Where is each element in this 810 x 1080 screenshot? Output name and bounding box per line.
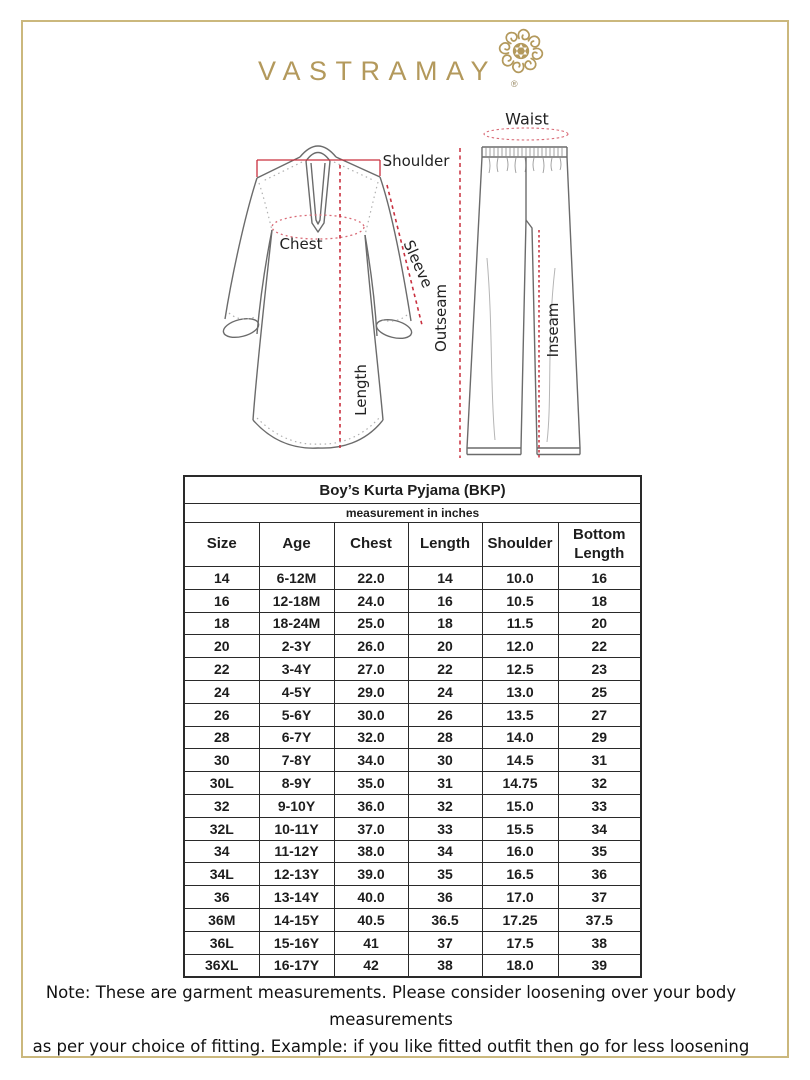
shoulder-label: Shoulder xyxy=(382,152,450,170)
table-cell: 14.5 xyxy=(482,749,558,772)
table-row xyxy=(184,817,641,840)
table-cell: 13.0 xyxy=(482,680,558,703)
table-cell: 22 xyxy=(184,658,259,681)
table-cell: 37 xyxy=(408,931,482,954)
length-label: Length xyxy=(352,364,370,416)
table-cell: 35.0 xyxy=(334,772,408,795)
table-cell: 40.0 xyxy=(334,886,408,909)
table-row xyxy=(184,703,641,726)
mandala-ornament-icon xyxy=(496,25,546,77)
column-header-age: Age xyxy=(259,523,334,567)
table-cell: 13-14Y xyxy=(259,886,334,909)
table-cell: 37.0 xyxy=(334,817,408,840)
table-cell: 25 xyxy=(558,680,641,703)
table-cell: 23 xyxy=(558,658,641,681)
table-cell: 36.0 xyxy=(334,794,408,817)
table-cell: 18.0 xyxy=(482,954,558,977)
column-header-size: Size xyxy=(184,523,259,567)
table-cell: 17.25 xyxy=(482,908,558,931)
table-cell: 39.0 xyxy=(334,863,408,886)
table-cell: 31 xyxy=(558,749,641,772)
table-cell: 12-18M xyxy=(259,589,334,612)
table-row xyxy=(184,680,641,703)
table-cell: 36 xyxy=(558,863,641,886)
table-cell: 41 xyxy=(334,931,408,954)
table-cell: 5-6Y xyxy=(259,703,334,726)
table-cell: 27.0 xyxy=(334,658,408,681)
table-cell: 9-10Y xyxy=(259,794,334,817)
waist-label: Waist xyxy=(505,109,549,129)
table-cell: 17.0 xyxy=(482,886,558,909)
table-row xyxy=(184,863,641,886)
table-cell: 7-8Y xyxy=(259,749,334,772)
table-cell: 14.0 xyxy=(482,726,558,749)
table-cell: 36XL xyxy=(184,954,259,977)
table-cell: 8-9Y xyxy=(259,772,334,795)
table-cell: 35 xyxy=(408,863,482,886)
table-title: Boy’s Kurta Pyjama (BKP) xyxy=(184,476,641,504)
table-cell: 35 xyxy=(558,840,641,863)
table-cell: 22.0 xyxy=(334,567,408,590)
table-cell: 2-3Y xyxy=(259,635,334,658)
table-cell: 32 xyxy=(558,772,641,795)
table-subtitle-row xyxy=(184,504,641,523)
table-row xyxy=(184,658,641,681)
table-cell: 38.0 xyxy=(334,840,408,863)
table-cell: 15.0 xyxy=(482,794,558,817)
table-header-row xyxy=(184,523,641,567)
table-cell: 39 xyxy=(558,954,641,977)
table-cell: 33 xyxy=(558,794,641,817)
table-cell: 30.0 xyxy=(334,703,408,726)
table-cell: 20 xyxy=(408,635,482,658)
table-cell: 14 xyxy=(408,567,482,590)
table-cell: 29 xyxy=(558,726,641,749)
table-cell: 36 xyxy=(184,886,259,909)
table-cell: 32.0 xyxy=(334,726,408,749)
table-cell: 32 xyxy=(408,794,482,817)
table-cell: 14 xyxy=(184,567,259,590)
table-cell: 38 xyxy=(558,931,641,954)
table-cell: 20 xyxy=(558,612,641,635)
size-table-body xyxy=(184,567,641,978)
table-row xyxy=(184,794,641,817)
table-cell: 27 xyxy=(558,703,641,726)
table-row xyxy=(184,612,641,635)
table-subtitle: measurement in inches xyxy=(184,504,641,523)
table-cell: 34 xyxy=(558,817,641,840)
table-cell: 30L xyxy=(184,772,259,795)
outseam-label: Outseam xyxy=(432,283,450,353)
table-cell: 32L xyxy=(184,817,259,840)
registered-trademark: ® xyxy=(511,79,518,89)
inseam-label: Inseam xyxy=(544,302,562,358)
table-cell: 16-17Y xyxy=(259,954,334,977)
table-row xyxy=(184,635,641,658)
table-title-row xyxy=(184,476,641,504)
table-cell: 24 xyxy=(184,680,259,703)
table-cell: 34L xyxy=(184,863,259,886)
table-cell: 22 xyxy=(408,658,482,681)
table-cell: 14.75 xyxy=(482,772,558,795)
table-cell: 16 xyxy=(408,589,482,612)
table-row xyxy=(184,908,641,931)
table-cell: 11.5 xyxy=(482,612,558,635)
table-cell: 17.5 xyxy=(482,931,558,954)
table-cell: 30 xyxy=(184,749,259,772)
table-cell: 10.0 xyxy=(482,567,558,590)
column-header-length: Length xyxy=(408,523,482,567)
table-row xyxy=(184,589,641,612)
kurta-collar xyxy=(300,146,336,157)
table-cell: 18 xyxy=(184,612,259,635)
column-header-bottom-length: Bottom Length xyxy=(558,523,641,567)
table-cell: 28 xyxy=(184,726,259,749)
table-cell: 18 xyxy=(408,612,482,635)
table-cell: 30 xyxy=(408,749,482,772)
kurta-outline-drawing xyxy=(215,135,435,460)
table-cell: 24.0 xyxy=(334,589,408,612)
table-cell: 3-4Y xyxy=(259,658,334,681)
table-cell: 31 xyxy=(408,772,482,795)
table-cell: 34 xyxy=(184,840,259,863)
table-cell: 38 xyxy=(408,954,482,977)
table-cell: 15.5 xyxy=(482,817,558,840)
table-cell: 18-24M xyxy=(259,612,334,635)
chest-label: Chest xyxy=(279,235,323,253)
measurement-note xyxy=(28,979,754,1061)
table-cell: 16 xyxy=(558,567,641,590)
table-row xyxy=(184,726,641,749)
table-cell: 36 xyxy=(408,886,482,909)
table-cell: 13.5 xyxy=(482,703,558,726)
column-header-shoulder: Shoulder xyxy=(482,523,558,567)
brand-logo: VASTRAMAY xyxy=(258,56,498,86)
table-cell: 16 xyxy=(184,589,259,612)
table-row xyxy=(184,567,641,590)
table-cell: 6-7Y xyxy=(259,726,334,749)
table-row xyxy=(184,840,641,863)
table-cell: 12.5 xyxy=(482,658,558,681)
table-cell: 6-12M xyxy=(259,567,334,590)
table-cell: 29.0 xyxy=(334,680,408,703)
table-cell: 20 xyxy=(184,635,259,658)
table-cell: 10.5 xyxy=(482,589,558,612)
table-cell: 18 xyxy=(558,589,641,612)
table-cell: 12.0 xyxy=(482,635,558,658)
table-cell: 36.5 xyxy=(408,908,482,931)
table-cell: 32 xyxy=(184,794,259,817)
table-cell: 15-16Y xyxy=(259,931,334,954)
size-table xyxy=(183,475,642,978)
table-cell: 22 xyxy=(558,635,641,658)
table-cell: 26.0 xyxy=(334,635,408,658)
table-cell: 28 xyxy=(408,726,482,749)
table-row xyxy=(184,772,641,795)
table-cell: 40.5 xyxy=(334,908,408,931)
table-cell: 34 xyxy=(408,840,482,863)
table-row xyxy=(184,749,641,772)
table-cell: 37.5 xyxy=(558,908,641,931)
table-cell: 24 xyxy=(408,680,482,703)
table-cell: 25.0 xyxy=(334,612,408,635)
pyjama-outline-drawing xyxy=(455,108,590,463)
note-line-1: Note: These are garment measurements. Please consider loosening over your body measurements xyxy=(45,983,737,1030)
table-cell: 26 xyxy=(408,703,482,726)
table-cell: 4-5Y xyxy=(259,680,334,703)
table-cell: 34.0 xyxy=(334,749,408,772)
table-cell: 14-15Y xyxy=(259,908,334,931)
table-cell: 11-12Y xyxy=(259,840,334,863)
column-header-chest: Chest xyxy=(334,523,408,567)
table-cell: 33 xyxy=(408,817,482,840)
table-cell: 36M xyxy=(184,908,259,931)
table-cell: 10-11Y xyxy=(259,817,334,840)
table-row xyxy=(184,886,641,909)
waist-measure-ellipse xyxy=(484,128,568,140)
table-row xyxy=(184,954,641,977)
table-cell: 12-13Y xyxy=(259,863,334,886)
table-cell: 16.5 xyxy=(482,863,558,886)
table-cell: 42 xyxy=(334,954,408,977)
table-cell: 36L xyxy=(184,931,259,954)
table-cell: 16.0 xyxy=(482,840,558,863)
sleeve-label: Sleeve xyxy=(399,237,437,291)
table-row xyxy=(184,931,641,954)
note-line-2: as per your choice of fitting. Example: if you like fitted outfit then go for less loosening xyxy=(32,1037,750,1057)
table-cell: 37 xyxy=(558,886,641,909)
table-cell: 26 xyxy=(184,703,259,726)
